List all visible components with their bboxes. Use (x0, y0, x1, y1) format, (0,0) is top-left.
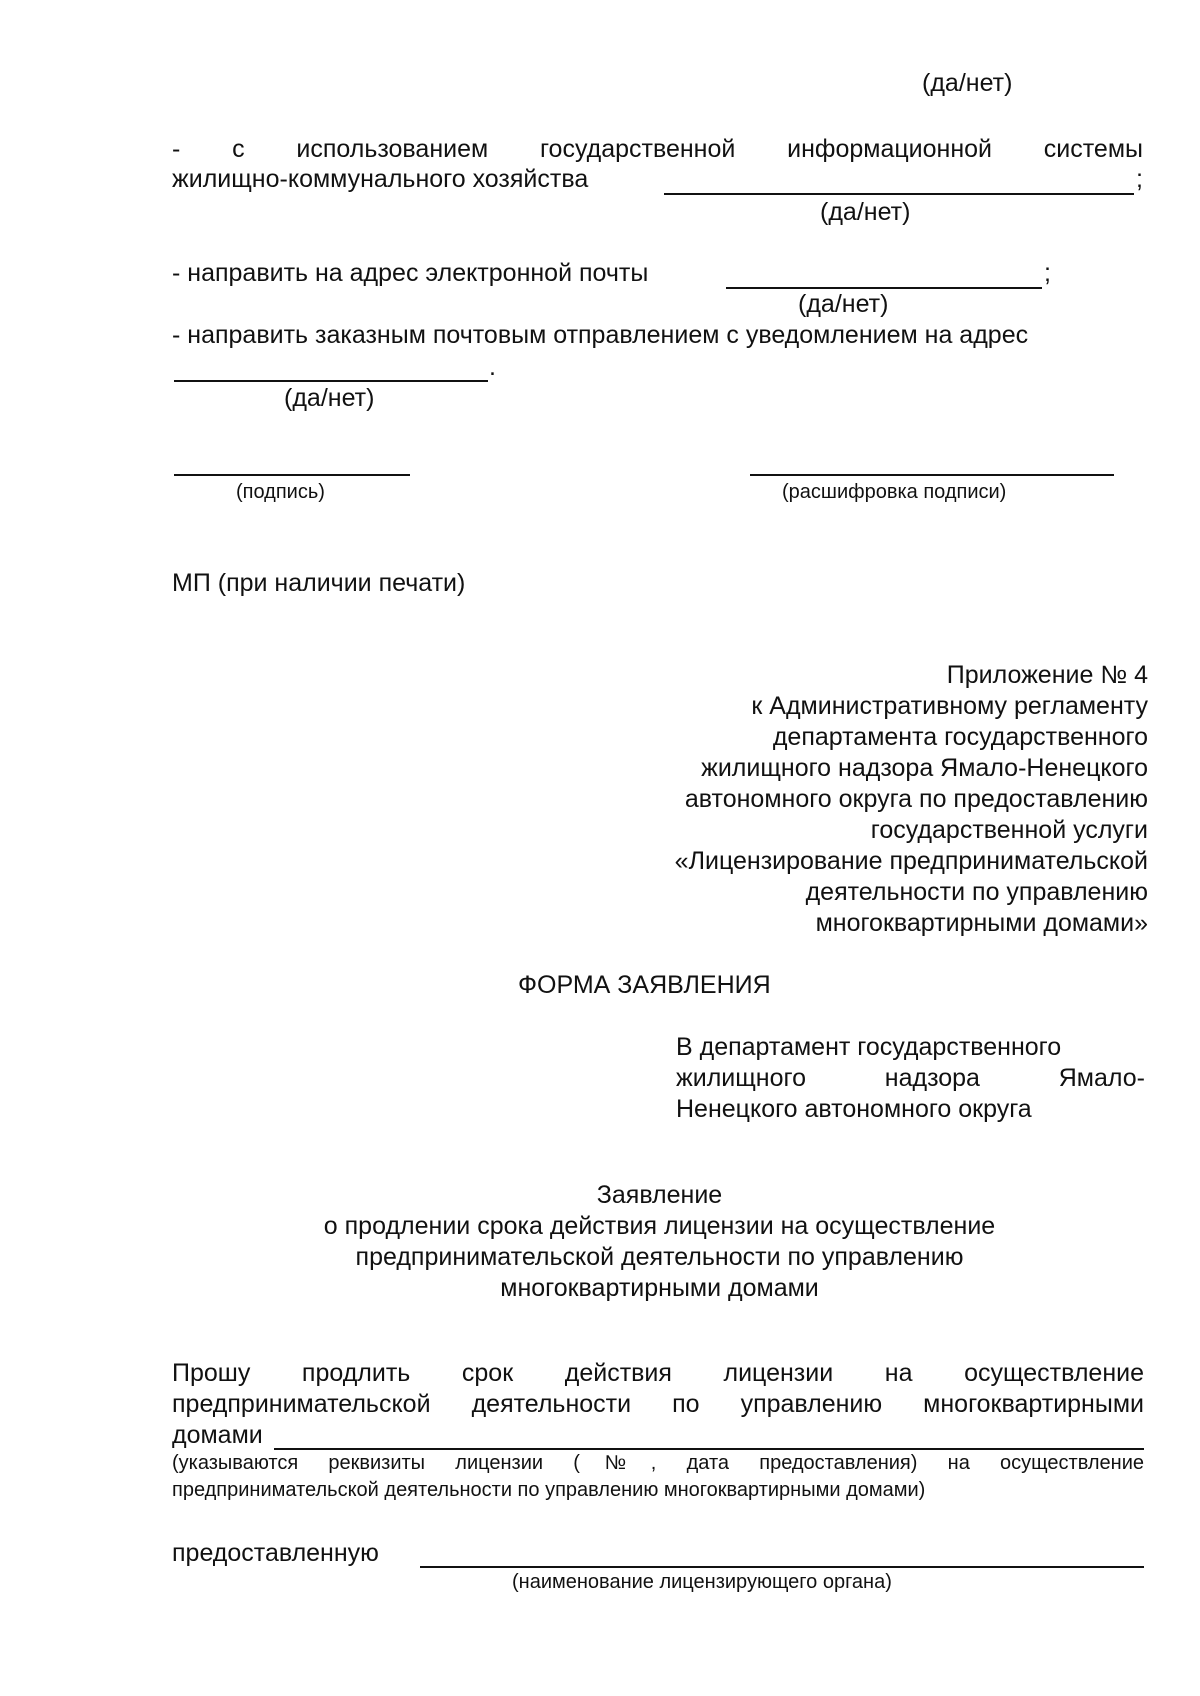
email-option-line: - направить на адрес электронной почты (172, 259, 649, 287)
da-net-caption-4: (да/нет) (284, 384, 375, 412)
appendix-line: «Лицензирование предпринимательской (674, 847, 1148, 875)
statement-subtitle-line: о продлении срока действия лицензии на осуществление (323, 1212, 996, 1240)
signature-decryption-caption: (расшифровка подписи) (782, 481, 1007, 503)
da-net-caption-1: (да/нет) (922, 69, 1013, 97)
da-net-caption-2: (да/нет) (820, 198, 911, 226)
appendix-line: многоквартирными домами» (815, 909, 1148, 937)
gis-semicolon: ; (1136, 165, 1143, 193)
body-line-3: домами (172, 1421, 263, 1449)
gis-answer-field[interactable] (664, 193, 1134, 195)
gis-option-line-2: жилищно-коммунального хозяйства (172, 165, 589, 193)
appendix-line: жилищного надзора Ямало-Ненецкого (701, 754, 1148, 782)
addressee-line-3: Ненецкого автономного округа (676, 1095, 1032, 1123)
body-line-2: предпринимательской деятельности по управлению многоквартирными (172, 1390, 1144, 1418)
da-net-caption-3: (да/нет) (798, 290, 889, 318)
appendix-line: Приложение № 4 (946, 661, 1148, 689)
mail-answer-field[interactable] (174, 380, 488, 382)
licensing-authority-hint: (наименование лицензирующего органа) (512, 1571, 892, 1593)
appendix-line: деятельности по управлению (805, 878, 1148, 906)
statement-title: Заявление (596, 1181, 723, 1209)
license-details-field[interactable] (274, 1448, 1144, 1450)
addressee-line-1: В департамент государственного (676, 1033, 1062, 1061)
licensing-authority-field[interactable] (420, 1566, 1144, 1568)
mail-period: . (489, 353, 496, 381)
stamp-note: МП (при наличии печати) (172, 569, 466, 597)
signature-decryption-line[interactable] (750, 474, 1114, 476)
email-semicolon: ; (1044, 259, 1051, 287)
gis-option-line-1: - с использованием государственной информационной системы (172, 135, 1143, 163)
appendix-line: к Административному регламенту (751, 692, 1148, 720)
appendix-line: департамента государственного (772, 723, 1148, 751)
signature-line[interactable] (174, 474, 410, 476)
license-hint-line-2: предпринимательской деятельности по управлению многоквартирными домами) (172, 1479, 926, 1501)
license-hint-line-1: (указываются реквизиты лицензии (№, дата предоставления) на осуществление (172, 1452, 1144, 1474)
addressee-line-2: жилищного надзора Ямало- (676, 1064, 1145, 1092)
mail-option-line: - направить заказным почтовым отправлением с уведомлением на адрес (172, 321, 1029, 349)
appendix-line: государственной услуги (870, 816, 1148, 844)
statement-subtitle-line: многоквартирными домами (500, 1274, 819, 1302)
statement-subtitle-line: предпринимательской деятельности по управлению (355, 1243, 964, 1271)
form-title: ФОРМА ЗАЯВЛЕНИЯ (518, 971, 771, 999)
signature-caption: (подпись) (236, 481, 325, 503)
granted-label: предоставленную (172, 1539, 379, 1567)
appendix-line: автономного округа по предоставлению (684, 785, 1148, 813)
body-line-1: Прошу продлить срок действия лицензии на осуществление (172, 1359, 1144, 1387)
